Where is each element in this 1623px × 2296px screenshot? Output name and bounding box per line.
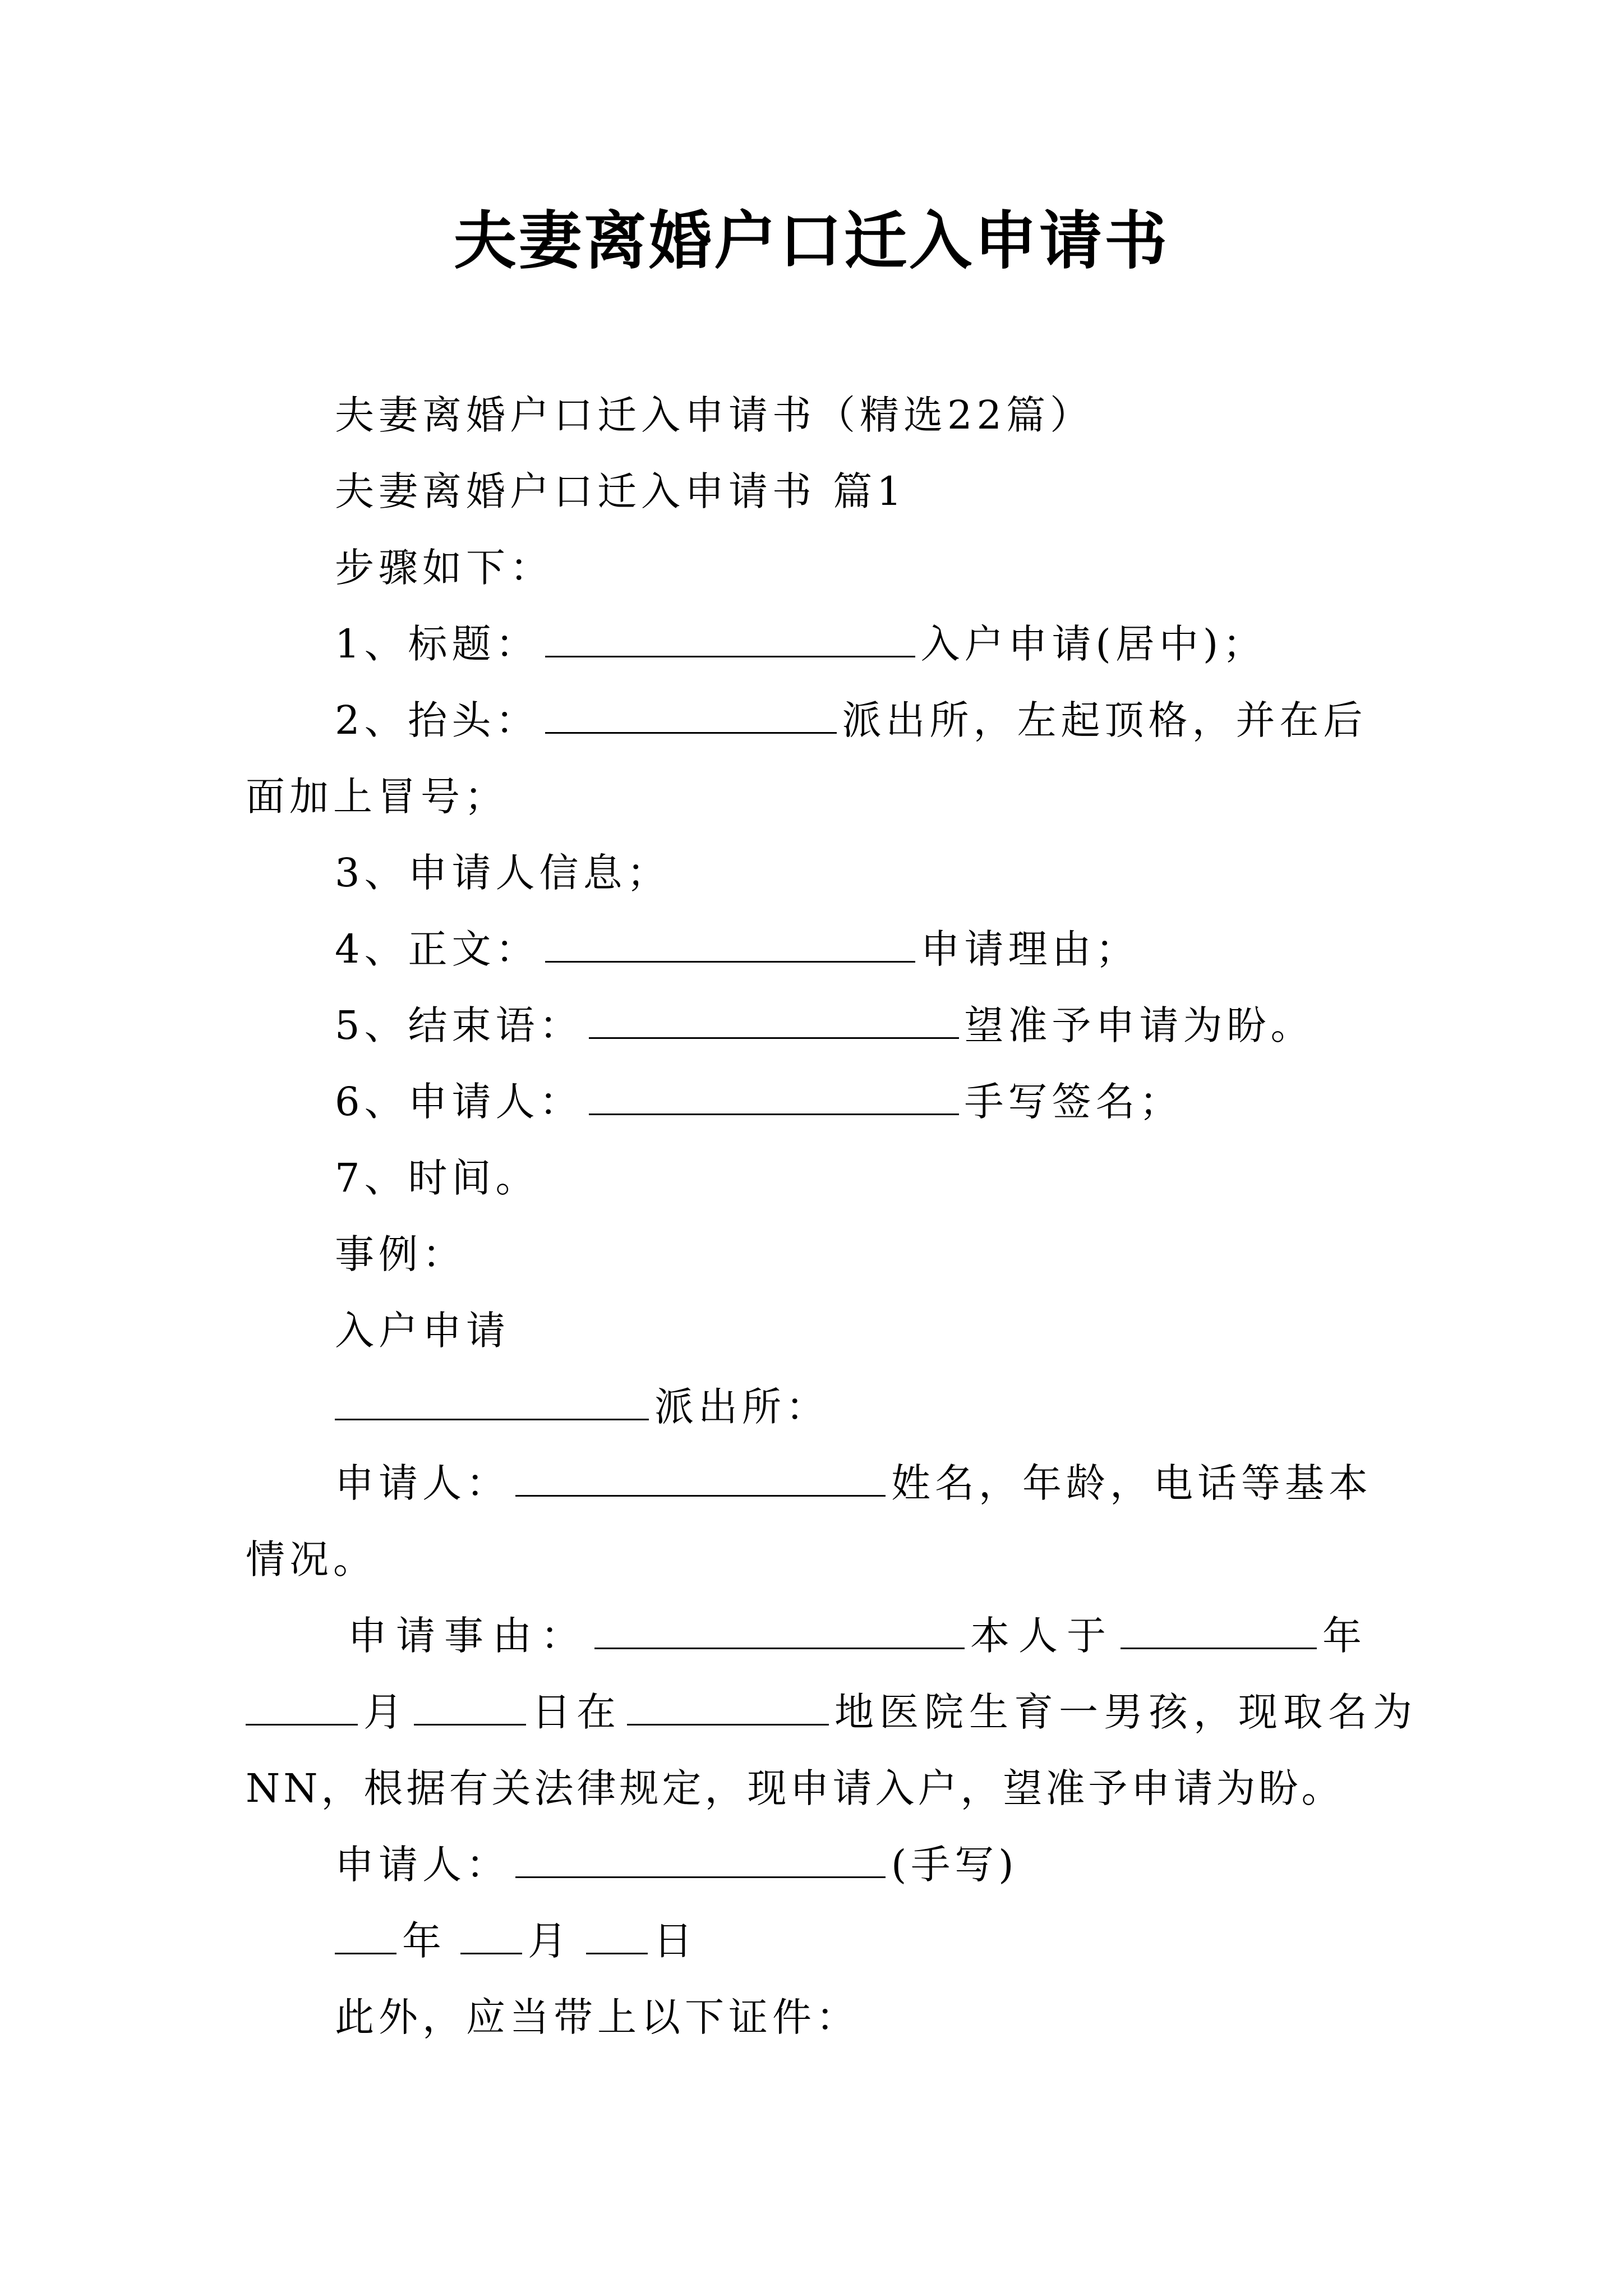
step-5-text: 望准予申请为盼。: [964, 1002, 1315, 1048]
example-date: [335, 1913, 706, 1969]
fill-blank: [335, 1919, 396, 1954]
document-title: 夫妻离婚户口迁入申请书: [454, 204, 1169, 278]
step-4-label: 4、正文：: [335, 926, 540, 972]
fill-blank: [1121, 1614, 1317, 1649]
step-4-text: 申请理由；: [920, 926, 1140, 972]
step-1-text: 入户申请(居中)；: [920, 621, 1267, 667]
addressee-text: 派出所：: [654, 1384, 829, 1430]
step-7: 7、时间。: [335, 1155, 540, 1201]
date-day: 日: [653, 1918, 706, 1964]
fill-blank: [545, 927, 915, 963]
reason-hospital: 地医院生育一男孩，现取名为: [834, 1689, 1418, 1735]
fill-blank: [586, 1919, 648, 1954]
reason-year: 年: [1322, 1613, 1371, 1659]
reason-label: 申请事由：: [348, 1613, 589, 1659]
step-2-text: 派出所，左起顶格，并在后: [842, 697, 1367, 743]
fill-blank: [515, 1461, 886, 1497]
reason-month: 月: [363, 1689, 408, 1735]
example-signature: [335, 1837, 1018, 1893]
applicant-text: 姓名，年龄，电话等基本: [891, 1460, 1372, 1506]
example-applicant: [335, 1455, 1372, 1511]
date-year: 年: [402, 1918, 455, 1964]
step-1: [335, 616, 1266, 672]
ending-line: 此外，应当带上以下证件：: [335, 1994, 860, 2040]
fill-blank: [589, 1004, 959, 1039]
heading-part-1: 夫妻离婚户口迁入申请书 篇1: [335, 468, 906, 514]
example-reason-line-3: NN，根据有关法律规定，现申请入户，望准予申请为盼。: [246, 1765, 1344, 1811]
step-6-text: 手写签名；: [964, 1079, 1183, 1125]
step-2-label: 2、抬头：: [335, 697, 540, 743]
fill-blank: [545, 622, 915, 657]
fill-blank: [627, 1690, 829, 1726]
signature-label: 申请人：: [335, 1842, 510, 1888]
step-6: [335, 1074, 1183, 1130]
reason-text: 本人于: [970, 1613, 1115, 1659]
step-4: [335, 921, 1140, 977]
example-reason: [348, 1608, 1371, 1664]
step-2: [335, 692, 1367, 748]
example-reason-line-2: [246, 1684, 1418, 1740]
example-label: 事例：: [335, 1231, 466, 1277]
fill-blank: [594, 1614, 965, 1649]
subtitle-line: 夫妻离婚户口迁入申请书（精选22篇）: [335, 392, 1094, 438]
steps-intro: 步骤如下：: [335, 545, 554, 591]
fill-blank: [246, 1690, 358, 1726]
example-title: 入户申请: [335, 1308, 510, 1354]
fill-blank: [589, 1080, 959, 1115]
fill-blank: [545, 698, 837, 734]
step-5: [335, 997, 1315, 1053]
fill-blank: [335, 1385, 649, 1420]
step-6-label: 6、申请人：: [335, 1079, 583, 1125]
step-2-continued: 面加上冒号；: [246, 774, 508, 820]
fill-blank: [414, 1690, 526, 1726]
step-1-label: 1、标题：: [335, 621, 540, 667]
applicant-continued: 情况。: [246, 1536, 377, 1582]
step-5-label: 5、结束语：: [335, 1002, 583, 1048]
reason-day: 日在: [532, 1689, 621, 1735]
date-month: 月: [528, 1918, 580, 1964]
signature-text: (手写): [891, 1842, 1018, 1888]
example-addressee: [335, 1379, 829, 1435]
step-3: 3、申请人信息；: [335, 850, 671, 896]
applicant-label: 申请人：: [335, 1460, 510, 1506]
fill-blank: [460, 1919, 522, 1954]
fill-blank: [515, 1843, 886, 1878]
